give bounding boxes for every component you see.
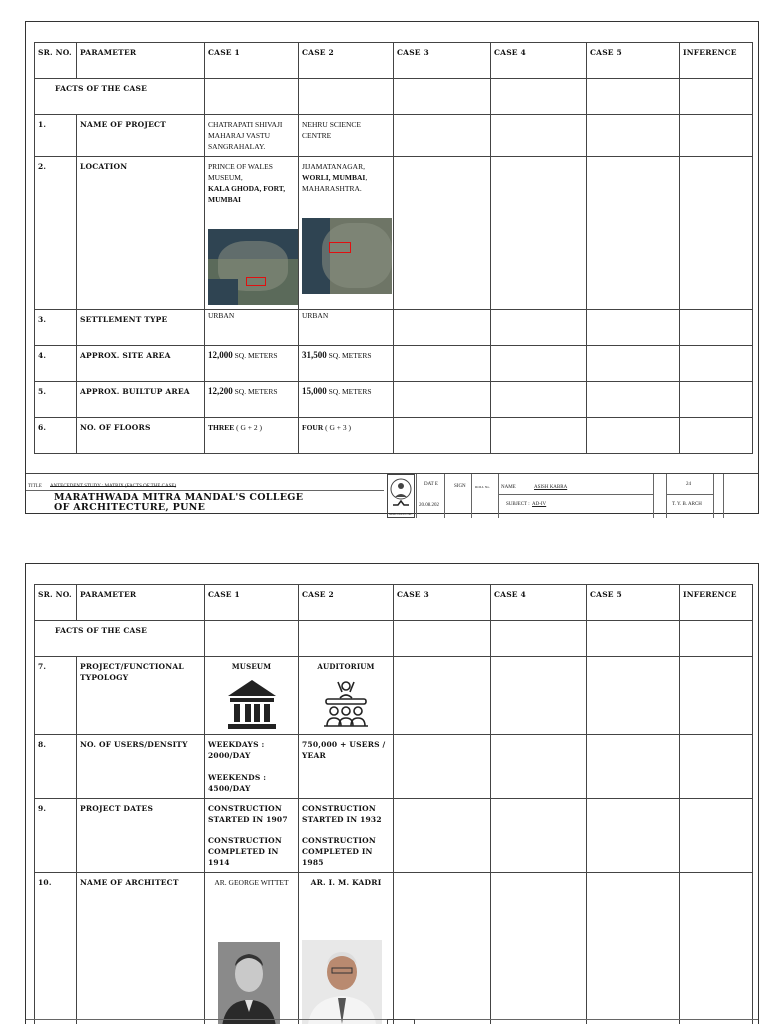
header-case-3: CASE 3 bbox=[394, 585, 491, 621]
header-case-4: CASE 4 bbox=[491, 585, 587, 621]
case1-unit: SQ. METERS bbox=[234, 351, 278, 360]
case2-value: URBAN bbox=[299, 310, 394, 346]
table-row bbox=[35, 657, 753, 735]
header-case-4: CASE 4 bbox=[491, 43, 587, 79]
student-name: ASISH KABRA bbox=[534, 485, 568, 490]
location-marker bbox=[246, 277, 266, 286]
case2-value bbox=[299, 418, 394, 454]
header-case-1: CASE 1 bbox=[205, 43, 299, 79]
table-row bbox=[35, 418, 753, 454]
case1-location bbox=[205, 157, 299, 310]
case2-value bbox=[299, 382, 394, 418]
table-row bbox=[35, 873, 753, 1024]
class-value: T. Y. B. ARCH bbox=[672, 502, 702, 507]
case2-number: 15,000 bbox=[302, 386, 327, 396]
architect-portrait-1 bbox=[218, 942, 280, 1024]
college-name: MARATHWADA MITRA MANDAL'S COLLEGE OF ARCHITECTURE, PUNE bbox=[54, 492, 304, 513]
case1-complete: CONSTRUCTION COMPLETED IN 1914 bbox=[208, 836, 282, 867]
header-parameter: PARAMETER bbox=[77, 585, 205, 621]
parameter: NAME OF PROJECT bbox=[77, 115, 205, 157]
header-inference: INFERENCE bbox=[680, 43, 753, 79]
case2-architect bbox=[299, 873, 394, 1024]
facts-matrix-table-2 bbox=[34, 584, 753, 1024]
header-case-1: CASE 1 bbox=[205, 585, 299, 621]
header-row bbox=[35, 43, 753, 79]
college-logo-partial bbox=[387, 1019, 415, 1024]
sr-no: 8. bbox=[35, 735, 77, 799]
case2-satellite-map bbox=[302, 218, 392, 294]
case1-unit: SQ. METERS bbox=[234, 387, 278, 396]
table-row bbox=[35, 310, 753, 346]
case2-unit: SQ. METERS bbox=[328, 387, 372, 396]
sr-no: 4. bbox=[35, 346, 77, 382]
case2-value: NEHRU SCIENCE CENTRE bbox=[299, 115, 394, 157]
header-case-5: CASE 5 bbox=[587, 43, 680, 79]
architect-portrait-2 bbox=[302, 940, 382, 1024]
parameter: APPROX. SITE AREA bbox=[77, 346, 205, 382]
logo-caption: MMCOA PUNE bbox=[389, 512, 413, 516]
sr-no: 7. bbox=[35, 657, 77, 735]
case2-start: CONSTRUCTION STARTED IN 1932 bbox=[302, 804, 382, 824]
parameter: LOCATION bbox=[77, 157, 205, 310]
case1-typology-label: MUSEUM bbox=[231, 662, 272, 671]
sr-no: 5. bbox=[35, 382, 77, 418]
header-case-2: CASE 2 bbox=[299, 43, 394, 79]
case1-architect bbox=[205, 873, 299, 1024]
sr-no: 10. bbox=[35, 873, 77, 1024]
case1-value bbox=[205, 382, 299, 418]
case2-complete: CONSTRUCTION COMPLETED IN 1985 bbox=[302, 836, 376, 867]
case1-unit: ( G + 2 ) bbox=[236, 423, 263, 432]
sign-label: SIGN bbox=[454, 484, 466, 489]
header-parameter: PARAMETER bbox=[77, 43, 205, 79]
table-row bbox=[35, 346, 753, 382]
case1-value: URBAN bbox=[205, 310, 299, 346]
location-marker bbox=[329, 242, 351, 253]
title-label: TITLE bbox=[28, 484, 42, 489]
title-block bbox=[26, 473, 758, 517]
case2-location-bold: WORLI, MUMBAI bbox=[302, 173, 366, 182]
parameter: APPROX. BUILTUP AREA bbox=[77, 382, 205, 418]
name-label: NAME bbox=[501, 485, 516, 490]
case1-number: 12,000 bbox=[208, 350, 233, 360]
facts-label: FACTS OF THE CASE bbox=[35, 621, 205, 657]
date-value: 20.08.202 bbox=[419, 503, 439, 508]
sr-no: 1. bbox=[35, 115, 77, 157]
header-row bbox=[35, 585, 753, 621]
table-row bbox=[35, 157, 753, 310]
case1-location-bold: KALA GHODA, FORT, MUMBAI bbox=[208, 184, 286, 204]
parameter: NO. OF FLOORS bbox=[77, 418, 205, 454]
case2-location bbox=[299, 157, 394, 310]
case2-unit: SQ. METERS bbox=[328, 351, 372, 360]
case2-value bbox=[299, 346, 394, 382]
table-row bbox=[35, 799, 753, 873]
case1-architect-name: AR. GEORGE WITTET bbox=[214, 878, 289, 887]
facts-matrix-table-1 bbox=[34, 42, 753, 454]
facts-row bbox=[35, 621, 753, 657]
case2-architect-name: AR. I. M. KADRI bbox=[310, 878, 382, 887]
case1-users bbox=[205, 735, 299, 799]
header-case-5: CASE 5 bbox=[587, 585, 680, 621]
sr-no: 6. bbox=[35, 418, 77, 454]
case1-value bbox=[205, 418, 299, 454]
case2-typology bbox=[299, 657, 394, 735]
parameter: NO. OF USERS/DENSITY bbox=[77, 735, 205, 799]
header-inference: INFERENCE bbox=[680, 585, 753, 621]
case2-location-suffix: , MAHARASHTRA. bbox=[302, 173, 368, 193]
date-label: DAT E bbox=[424, 482, 438, 487]
table-row bbox=[35, 382, 753, 418]
case1-location-text: PRINCE OF WALES MUSEUM, bbox=[208, 162, 273, 182]
case2-typology-label: AUDITORIUM bbox=[317, 662, 375, 671]
case1-weekends: WEEKENDS : 4500/DAY bbox=[208, 773, 267, 793]
sr-no: 3. bbox=[35, 310, 77, 346]
case1-satellite-map bbox=[208, 229, 298, 305]
sr-no: 2. bbox=[35, 157, 77, 310]
case2-unit: ( G + 3 ) bbox=[325, 423, 352, 432]
table-row bbox=[35, 735, 753, 799]
parameter: NAME OF ARCHITECT bbox=[77, 873, 205, 1024]
museum-building-icon bbox=[226, 678, 278, 730]
case1-dates bbox=[205, 799, 299, 873]
case2-number: FOUR bbox=[302, 423, 324, 432]
case1-start: CONSTRUCTION STARTED IN 1907 bbox=[208, 804, 288, 824]
subject-value: AD-IV bbox=[532, 502, 547, 507]
sheet-1 bbox=[25, 21, 759, 514]
auditorium-audience-icon bbox=[320, 678, 372, 730]
case1-weekdays: WEEKDAYS : 2000/DAY bbox=[208, 740, 265, 760]
case1-number: 12,200 bbox=[208, 386, 233, 396]
sheet-2 bbox=[25, 563, 759, 1024]
parameter: SETTLEMENT TYPE bbox=[77, 310, 205, 346]
table-row bbox=[35, 115, 753, 157]
sheet-number: 24 bbox=[686, 482, 691, 487]
case1-value: CHATRAPATI SHIVAJI MAHARAJ VASTU SANGRAHALAY. bbox=[205, 115, 299, 157]
parameter: PROJECT DATES bbox=[77, 799, 205, 873]
case1-typology bbox=[205, 657, 299, 735]
college-logo bbox=[387, 474, 415, 518]
case2-location-text: JIJAMATANAGAR, bbox=[302, 162, 365, 171]
case2-users: 750,000 + USERS / YEAR bbox=[299, 735, 394, 799]
header-sr-no: SR. NO. bbox=[35, 43, 77, 79]
case2-dates bbox=[299, 799, 394, 873]
header-sr-no: SR. NO. bbox=[35, 585, 77, 621]
sr-no: 9. bbox=[35, 799, 77, 873]
header-case-3: CASE 3 bbox=[394, 43, 491, 79]
roll-label: ROLL No. bbox=[475, 485, 491, 489]
facts-row bbox=[35, 79, 753, 115]
title-value: ANTECEDENT STUDY : MATRIX (FACTS OF THE CASE) bbox=[50, 484, 177, 489]
facts-label: FACTS OF THE CASE bbox=[35, 79, 205, 115]
case1-number: THREE bbox=[208, 423, 235, 432]
case1-value bbox=[205, 346, 299, 382]
subject-label: SUBJECT : bbox=[506, 502, 530, 507]
case2-number: 31,500 bbox=[302, 350, 327, 360]
parameter: PROJECT/FUNCTIONAL TYPOLOGY bbox=[77, 657, 205, 735]
header-case-2: CASE 2 bbox=[299, 585, 394, 621]
